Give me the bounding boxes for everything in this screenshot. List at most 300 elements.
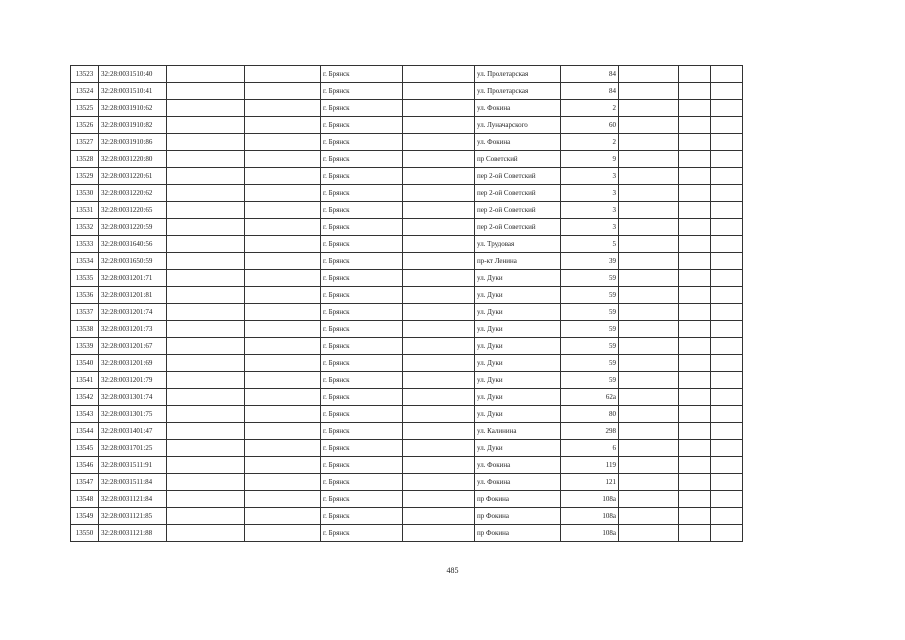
empty-cell xyxy=(711,66,743,83)
row-number-cell: 13523 xyxy=(71,66,99,83)
empty-cell xyxy=(619,66,679,83)
street-cell: пр Фокина xyxy=(475,508,561,525)
empty-cell xyxy=(245,389,321,406)
empty-cell xyxy=(167,287,245,304)
empty-cell xyxy=(679,117,711,134)
empty-cell xyxy=(619,100,679,117)
empty-cell xyxy=(711,287,743,304)
cadastral-number-cell: 32:28:0031220:62 xyxy=(99,185,167,202)
empty-cell xyxy=(679,406,711,423)
city-cell: г. Брянск xyxy=(321,440,403,457)
row-number-cell: 13537 xyxy=(71,304,99,321)
cadastral-number-cell: 32:28:0031220:59 xyxy=(99,219,167,236)
empty-cell xyxy=(403,321,475,338)
empty-cell xyxy=(619,219,679,236)
house-number-cell: 39 xyxy=(561,253,619,270)
house-number-cell: 5 xyxy=(561,236,619,253)
house-number-cell: 80 xyxy=(561,406,619,423)
row-number-cell: 13545 xyxy=(71,440,99,457)
row-number-cell: 13540 xyxy=(71,355,99,372)
street-cell: ул. Дуки xyxy=(475,406,561,423)
empty-cell xyxy=(619,185,679,202)
empty-cell xyxy=(403,491,475,508)
table-row xyxy=(71,151,743,168)
empty-cell xyxy=(403,287,475,304)
row-number-cell: 13550 xyxy=(71,525,99,542)
empty-cell xyxy=(711,389,743,406)
empty-cell xyxy=(619,168,679,185)
cadastral-number-cell: 32:28:0031121:88 xyxy=(99,525,167,542)
empty-cell xyxy=(403,66,475,83)
empty-cell xyxy=(245,525,321,542)
empty-cell xyxy=(711,202,743,219)
row-number-cell: 13534 xyxy=(71,253,99,270)
empty-cell xyxy=(711,168,743,185)
empty-cell xyxy=(167,321,245,338)
row-number-cell: 13543 xyxy=(71,406,99,423)
empty-cell xyxy=(167,355,245,372)
empty-cell xyxy=(679,491,711,508)
empty-cell xyxy=(167,100,245,117)
house-number-cell: 59 xyxy=(561,355,619,372)
empty-cell xyxy=(711,321,743,338)
empty-cell xyxy=(711,508,743,525)
empty-cell xyxy=(679,338,711,355)
empty-cell xyxy=(711,491,743,508)
empty-cell xyxy=(619,83,679,100)
house-number-cell: 59 xyxy=(561,321,619,338)
empty-cell xyxy=(245,474,321,491)
cadastral-number-cell: 32:28:0031201:81 xyxy=(99,287,167,304)
empty-cell xyxy=(711,134,743,151)
empty-cell xyxy=(711,185,743,202)
street-cell: ул. Фокина xyxy=(475,134,561,151)
street-cell: пр Фокина xyxy=(475,491,561,508)
house-number-cell: 3 xyxy=(561,202,619,219)
empty-cell xyxy=(167,338,245,355)
cadastral-number-cell: 32:28:0031640:56 xyxy=(99,236,167,253)
empty-cell xyxy=(711,219,743,236)
empty-cell xyxy=(711,406,743,423)
house-number-cell: 298 xyxy=(561,423,619,440)
empty-cell xyxy=(619,440,679,457)
city-cell: г. Брянск xyxy=(321,338,403,355)
empty-cell xyxy=(245,423,321,440)
table-row xyxy=(71,508,743,525)
empty-cell xyxy=(679,355,711,372)
empty-cell xyxy=(679,236,711,253)
table-row xyxy=(71,185,743,202)
empty-cell xyxy=(403,440,475,457)
cadastral-number-cell: 32:28:0031121:85 xyxy=(99,508,167,525)
empty-cell xyxy=(619,406,679,423)
cadastral-number-cell: 32:28:0031201:71 xyxy=(99,270,167,287)
empty-cell xyxy=(619,372,679,389)
empty-cell xyxy=(619,151,679,168)
empty-cell xyxy=(679,321,711,338)
city-cell: г. Брянск xyxy=(321,236,403,253)
street-cell: ул. Пролетарская xyxy=(475,83,561,100)
house-number-cell: 59 xyxy=(561,338,619,355)
empty-cell xyxy=(167,457,245,474)
street-cell: пер 2-ой Советский xyxy=(475,219,561,236)
row-number-cell: 13530 xyxy=(71,185,99,202)
empty-cell xyxy=(619,304,679,321)
row-number-cell: 13528 xyxy=(71,151,99,168)
cadastral-number-cell: 32:28:0031510:40 xyxy=(99,66,167,83)
table-row xyxy=(71,338,743,355)
empty-cell xyxy=(679,219,711,236)
empty-cell xyxy=(619,525,679,542)
house-number-cell: 3 xyxy=(561,185,619,202)
cadastral-number-cell: 32:28:0031510:41 xyxy=(99,83,167,100)
house-number-cell: 59 xyxy=(561,270,619,287)
empty-cell xyxy=(245,253,321,270)
table-row xyxy=(71,474,743,491)
empty-cell xyxy=(245,457,321,474)
city-cell: г. Брянск xyxy=(321,117,403,134)
empty-cell xyxy=(245,406,321,423)
city-cell: г. Брянск xyxy=(321,423,403,440)
empty-cell xyxy=(711,423,743,440)
table-row xyxy=(71,355,743,372)
row-number-cell: 13542 xyxy=(71,389,99,406)
house-number-cell: 108а xyxy=(561,508,619,525)
empty-cell xyxy=(245,66,321,83)
empty-cell xyxy=(679,202,711,219)
empty-cell xyxy=(245,83,321,100)
empty-cell xyxy=(403,355,475,372)
house-number-cell: 2 xyxy=(561,100,619,117)
empty-cell xyxy=(679,389,711,406)
empty-cell xyxy=(403,304,475,321)
street-cell: пр Советский xyxy=(475,151,561,168)
empty-cell xyxy=(679,440,711,457)
street-cell: ул. Дуки xyxy=(475,372,561,389)
empty-cell xyxy=(679,168,711,185)
city-cell: г. Брянск xyxy=(321,151,403,168)
cadastral-number-cell: 32:28:0031201:79 xyxy=(99,372,167,389)
street-cell: пер 2-ой Советский xyxy=(475,185,561,202)
empty-cell xyxy=(403,457,475,474)
empty-cell xyxy=(245,338,321,355)
empty-cell xyxy=(619,338,679,355)
empty-cell xyxy=(403,338,475,355)
table-row xyxy=(71,236,743,253)
house-number-cell: 59 xyxy=(561,372,619,389)
page-number: 485 xyxy=(446,566,459,575)
empty-cell xyxy=(711,270,743,287)
street-cell: ул. Фокина xyxy=(475,457,561,474)
empty-cell xyxy=(245,117,321,134)
city-cell: г. Брянск xyxy=(321,406,403,423)
empty-cell xyxy=(245,219,321,236)
city-cell: г. Брянск xyxy=(321,321,403,338)
empty-cell xyxy=(245,508,321,525)
row-number-cell: 13532 xyxy=(71,219,99,236)
empty-cell xyxy=(245,236,321,253)
table-row xyxy=(71,100,743,117)
city-cell: г. Брянск xyxy=(321,202,403,219)
empty-cell xyxy=(619,355,679,372)
empty-cell xyxy=(167,491,245,508)
cadastral-number-cell: 32:28:0031201:67 xyxy=(99,338,167,355)
street-cell: пер 2-ой Советский xyxy=(475,168,561,185)
cadastral-number-cell: 32:28:0031121:84 xyxy=(99,491,167,508)
empty-cell xyxy=(619,253,679,270)
empty-cell xyxy=(403,508,475,525)
house-number-cell: 3 xyxy=(561,168,619,185)
empty-cell xyxy=(245,270,321,287)
empty-cell xyxy=(711,525,743,542)
empty-cell xyxy=(167,440,245,457)
cadastral-number-cell: 32:28:0031301:74 xyxy=(99,389,167,406)
row-number-cell: 13538 xyxy=(71,321,99,338)
empty-cell xyxy=(167,406,245,423)
row-number-cell: 13539 xyxy=(71,338,99,355)
cadastral-number-cell: 32:28:0031201:69 xyxy=(99,355,167,372)
empty-cell xyxy=(679,66,711,83)
empty-cell xyxy=(403,100,475,117)
empty-cell xyxy=(245,100,321,117)
empty-cell xyxy=(679,474,711,491)
street-cell: пер 2-ой Советский xyxy=(475,202,561,219)
empty-cell xyxy=(167,525,245,542)
empty-cell xyxy=(167,83,245,100)
table-row xyxy=(71,287,743,304)
empty-cell xyxy=(679,151,711,168)
row-number-cell: 13547 xyxy=(71,474,99,491)
empty-cell xyxy=(245,134,321,151)
empty-cell xyxy=(403,474,475,491)
empty-cell xyxy=(711,355,743,372)
cadastral-number-cell: 32:28:0031910:86 xyxy=(99,134,167,151)
empty-cell xyxy=(245,202,321,219)
empty-cell xyxy=(679,134,711,151)
cadastral-number-cell: 32:28:0031701:25 xyxy=(99,440,167,457)
empty-cell xyxy=(245,355,321,372)
empty-cell xyxy=(245,151,321,168)
empty-cell xyxy=(679,508,711,525)
city-cell: г. Брянск xyxy=(321,185,403,202)
street-cell: ул. Дуки xyxy=(475,270,561,287)
empty-cell xyxy=(711,100,743,117)
street-cell: пр-кт Ленина xyxy=(475,253,561,270)
empty-cell xyxy=(711,372,743,389)
empty-cell xyxy=(711,457,743,474)
street-cell: ул. Дуки xyxy=(475,287,561,304)
city-cell: г. Брянск xyxy=(321,372,403,389)
empty-cell xyxy=(403,202,475,219)
empty-cell xyxy=(245,185,321,202)
street-cell: ул. Дуки xyxy=(475,338,561,355)
empty-cell xyxy=(619,270,679,287)
empty-cell xyxy=(167,389,245,406)
empty-cell xyxy=(167,185,245,202)
empty-cell xyxy=(403,134,475,151)
empty-cell xyxy=(619,474,679,491)
row-number-cell: 13535 xyxy=(71,270,99,287)
empty-cell xyxy=(679,457,711,474)
empty-cell xyxy=(679,270,711,287)
city-cell: г. Брянск xyxy=(321,304,403,321)
empty-cell xyxy=(619,287,679,304)
row-number-cell: 13525 xyxy=(71,100,99,117)
empty-cell xyxy=(403,253,475,270)
house-number-cell: 2 xyxy=(561,134,619,151)
cadastral-number-cell: 32:28:0031201:74 xyxy=(99,304,167,321)
empty-cell xyxy=(167,66,245,83)
city-cell: г. Брянск xyxy=(321,134,403,151)
empty-cell xyxy=(245,491,321,508)
city-cell: г. Брянск xyxy=(321,287,403,304)
city-cell: г. Брянск xyxy=(321,270,403,287)
empty-cell xyxy=(711,151,743,168)
table-row xyxy=(71,491,743,508)
row-number-cell: 13526 xyxy=(71,117,99,134)
cadastral-number-cell: 32:28:0031910:82 xyxy=(99,117,167,134)
street-cell: ул. Дуки xyxy=(475,440,561,457)
empty-cell xyxy=(403,406,475,423)
street-cell: ул. Калинина xyxy=(475,423,561,440)
row-number-cell: 13544 xyxy=(71,423,99,440)
empty-cell xyxy=(167,423,245,440)
empty-cell xyxy=(245,372,321,389)
street-cell: ул. Трудовая xyxy=(475,236,561,253)
empty-cell xyxy=(167,151,245,168)
cadastral-number-cell: 32:28:0031301:75 xyxy=(99,406,167,423)
table-row xyxy=(71,525,743,542)
row-number-cell: 13536 xyxy=(71,287,99,304)
row-number-cell: 13549 xyxy=(71,508,99,525)
table-row xyxy=(71,117,743,134)
table-row xyxy=(71,134,743,151)
empty-cell xyxy=(403,372,475,389)
empty-cell xyxy=(245,304,321,321)
house-number-cell: 62а xyxy=(561,389,619,406)
empty-cell xyxy=(167,304,245,321)
table-row xyxy=(71,202,743,219)
empty-cell xyxy=(711,474,743,491)
empty-cell xyxy=(167,168,245,185)
empty-cell xyxy=(619,423,679,440)
empty-cell xyxy=(167,270,245,287)
empty-cell xyxy=(403,185,475,202)
empty-cell xyxy=(403,151,475,168)
empty-cell xyxy=(711,253,743,270)
empty-cell xyxy=(403,525,475,542)
empty-cell xyxy=(245,321,321,338)
empty-cell xyxy=(403,219,475,236)
city-cell: г. Брянск xyxy=(321,100,403,117)
house-number-cell: 108а xyxy=(561,491,619,508)
table-row xyxy=(71,423,743,440)
empty-cell xyxy=(403,270,475,287)
row-number-cell: 13533 xyxy=(71,236,99,253)
empty-cell xyxy=(679,525,711,542)
house-number-cell: 119 xyxy=(561,457,619,474)
table-row xyxy=(71,253,743,270)
empty-cell xyxy=(619,457,679,474)
empty-cell xyxy=(167,219,245,236)
cadastral-number-cell: 32:28:0031401:47 xyxy=(99,423,167,440)
house-number-cell: 84 xyxy=(561,66,619,83)
table-row xyxy=(71,321,743,338)
table-row xyxy=(71,389,743,406)
cadastral-number-cell: 32:28:0031220:65 xyxy=(99,202,167,219)
table-row xyxy=(71,457,743,474)
empty-cell xyxy=(711,83,743,100)
table-row xyxy=(71,168,743,185)
empty-cell xyxy=(679,287,711,304)
row-number-cell: 13541 xyxy=(71,372,99,389)
street-cell: пр Фокина xyxy=(475,525,561,542)
street-cell: ул. Фокина xyxy=(475,100,561,117)
cadastral-number-cell: 32:28:0031220:80 xyxy=(99,151,167,168)
registry-table-body xyxy=(71,66,743,542)
city-cell: г. Брянск xyxy=(321,355,403,372)
house-number-cell: 59 xyxy=(561,304,619,321)
empty-cell xyxy=(679,100,711,117)
row-number-cell: 13531 xyxy=(71,202,99,219)
house-number-cell: 3 xyxy=(561,219,619,236)
city-cell: г. Брянск xyxy=(321,389,403,406)
city-cell: г. Брянск xyxy=(321,508,403,525)
house-number-cell: 59 xyxy=(561,287,619,304)
street-cell: ул. Дуки xyxy=(475,355,561,372)
cadastral-number-cell: 32:28:0031220:61 xyxy=(99,168,167,185)
city-cell: г. Брянск xyxy=(321,491,403,508)
city-cell: г. Брянск xyxy=(321,66,403,83)
cadastral-number-cell: 32:28:0031511:91 xyxy=(99,457,167,474)
empty-cell xyxy=(619,202,679,219)
street-cell: ул. Луначарского xyxy=(475,117,561,134)
empty-cell xyxy=(711,338,743,355)
city-cell: г. Брянск xyxy=(321,83,403,100)
table-row xyxy=(71,304,743,321)
table-row xyxy=(71,83,743,100)
empty-cell xyxy=(167,117,245,134)
row-number-cell: 13548 xyxy=(71,491,99,508)
empty-cell xyxy=(619,508,679,525)
empty-cell xyxy=(711,440,743,457)
table-row xyxy=(71,270,743,287)
empty-cell xyxy=(245,287,321,304)
empty-cell xyxy=(167,253,245,270)
table-row xyxy=(71,406,743,423)
empty-cell xyxy=(167,202,245,219)
empty-cell xyxy=(403,423,475,440)
empty-cell xyxy=(711,236,743,253)
city-cell: г. Брянск xyxy=(321,457,403,474)
empty-cell xyxy=(167,474,245,491)
street-cell: ул. Пролетарская xyxy=(475,66,561,83)
house-number-cell: 108а xyxy=(561,525,619,542)
empty-cell xyxy=(167,508,245,525)
empty-cell xyxy=(619,117,679,134)
empty-cell xyxy=(403,389,475,406)
empty-cell xyxy=(711,117,743,134)
empty-cell xyxy=(619,236,679,253)
cadastral-number-cell: 32:28:0031910:62 xyxy=(99,100,167,117)
street-cell: ул. Дуки xyxy=(475,304,561,321)
empty-cell xyxy=(403,168,475,185)
empty-cell xyxy=(245,440,321,457)
street-cell: ул. Фокина xyxy=(475,474,561,491)
empty-cell xyxy=(245,168,321,185)
street-cell: ул. Дуки xyxy=(475,321,561,338)
street-cell: ул. Дуки xyxy=(475,389,561,406)
